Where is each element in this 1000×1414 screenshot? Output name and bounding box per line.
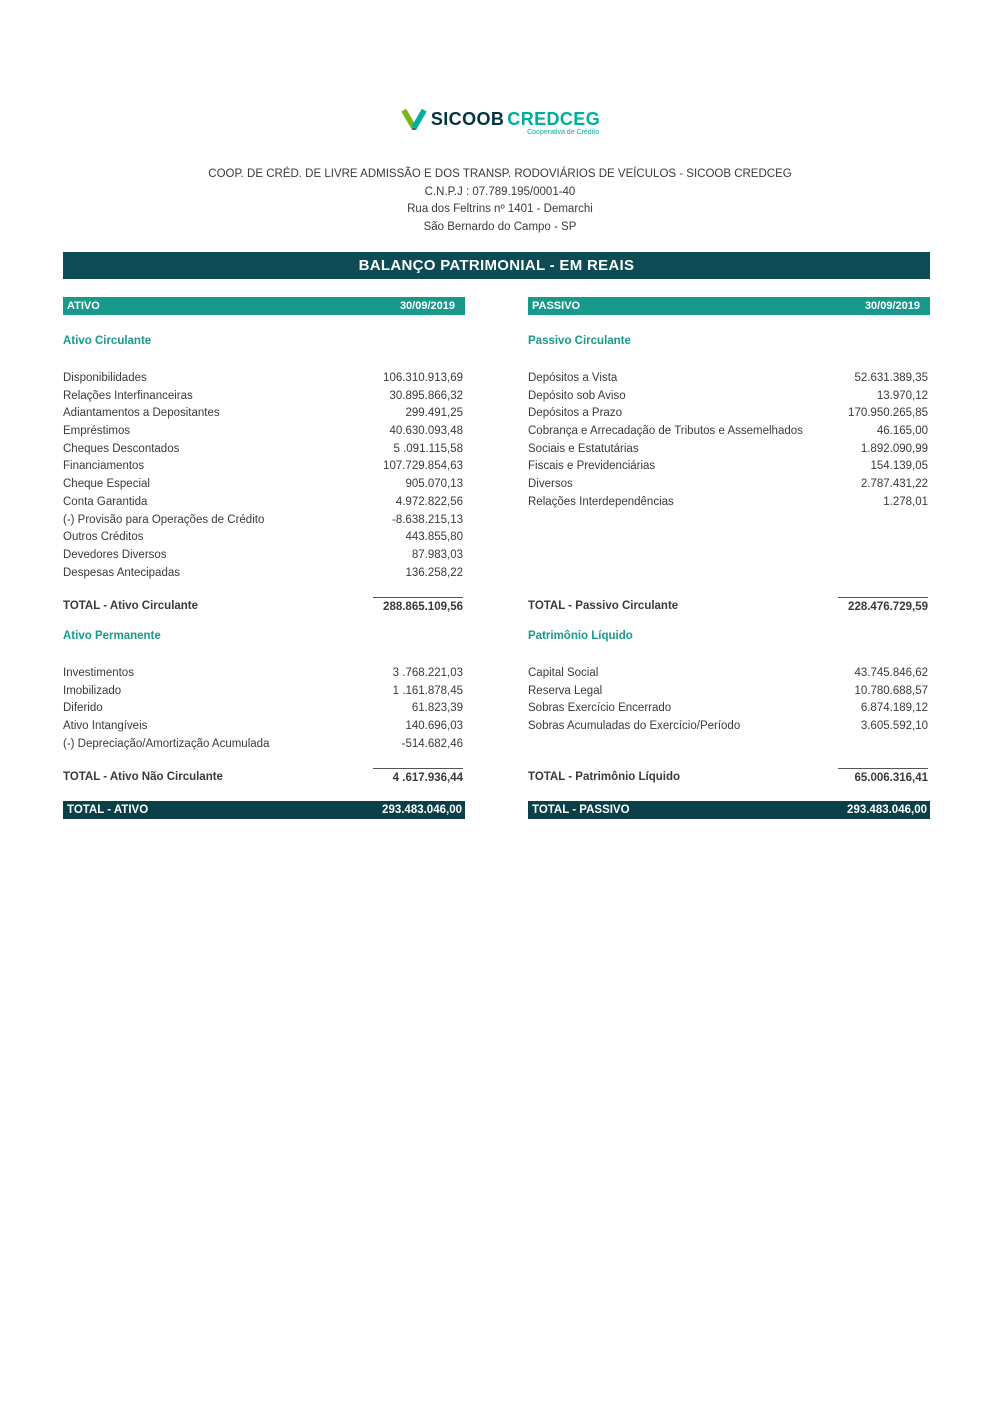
row-value: 3 .768.221,03 [392, 667, 463, 679]
total-row-ativo-nao-circulante [63, 768, 465, 784]
row-value: 3.605.592,10 [860, 720, 928, 733]
total-value: 4 .617.936,44 [373, 768, 463, 784]
row-label: Adiantamentos a Depositantes [63, 407, 220, 420]
grand-total-label: TOTAL - ATIVO [67, 804, 149, 816]
row-label: Conta Garantida [63, 495, 148, 508]
total-value: 65.006.316,41 [838, 768, 928, 784]
total-value: 288.865.109,56 [373, 597, 463, 613]
row-value: 4.972.822,56 [395, 495, 463, 508]
row-value: 5 .091.115,58 [393, 442, 463, 455]
row-label: Financiamentos [63, 460, 145, 473]
table-row [528, 441, 930, 459]
row-value: 170.950.265,85 [848, 407, 928, 420]
org-header [0, 166, 1000, 236]
brand-primary: SICOOB [430, 109, 505, 129]
passivo-circulante-rows [528, 370, 930, 583]
table-row [63, 458, 465, 476]
column-header-label: ATIVO [67, 300, 100, 312]
grand-total-ativo [63, 801, 465, 819]
table-row [63, 665, 465, 683]
section-title-patrimonio-liquido: Patrimônio Líquido [528, 630, 633, 642]
row-label: Outros Créditos [63, 531, 144, 544]
row-label: Sobras Acumuladas do Exercício/Período [528, 720, 741, 733]
row-value: 6.874.189,12 [860, 702, 928, 715]
org-name: COOP. DE CRÉD. DE LIVRE ADMISSÃO E DOS TRANSP. RODOVIÁRIOS DE VEÍCULOS - SICOOB CREDCEG [208, 168, 792, 180]
table-row [63, 736, 465, 754]
table-row [63, 388, 465, 406]
patrimonio-liquido-rows [528, 665, 930, 754]
table-row [528, 718, 930, 736]
brand-secondary: CREDCEG [507, 109, 601, 129]
grand-total-passivo [528, 801, 930, 819]
table-row [528, 423, 930, 441]
row-label: Sociais e Estatutárias [528, 442, 639, 455]
column-header-date: 30/09/2019 [399, 300, 455, 312]
row-value: 154.139,05 [870, 460, 928, 473]
total-label: TOTAL - Ativo Circulante [63, 600, 199, 612]
logo-tagline: Cooperativa de Crédito [527, 129, 600, 136]
table-row [528, 476, 930, 494]
column-header-label: PASSIVO [532, 300, 581, 312]
table-row [63, 512, 465, 530]
ativo-circulante-rows [63, 370, 465, 583]
row-value: 30.895.866,32 [389, 389, 463, 402]
table-row [528, 683, 930, 701]
row-value: 1.892.090,99 [860, 442, 928, 455]
total-label: TOTAL - Passivo Circulante [528, 600, 679, 612]
table-row [528, 458, 930, 476]
row-value: 10.780.688,57 [854, 684, 928, 697]
row-label: Capital Social [528, 667, 599, 679]
row-label: Relações Interfinanceiras [63, 389, 193, 402]
total-label: TOTAL - Patrimônio Líquido [528, 771, 681, 783]
row-label: Relações Interdependências [528, 495, 674, 508]
row-value: 443.855,80 [405, 531, 463, 544]
row-value: 13.970,12 [876, 389, 928, 402]
report-title: BALANÇO PATRIMONIAL - EM REAIS [63, 252, 930, 279]
row-value: 905.070,13 [405, 478, 463, 491]
table-row [63, 441, 465, 459]
row-label: (-) Depreciação/Amortização Acumulada [63, 737, 270, 750]
ativo-column-header [63, 297, 465, 315]
row-value: 61.823,39 [411, 702, 463, 715]
table-row [63, 700, 465, 718]
section-title-passivo-circulante: Passivo Circulante [528, 335, 631, 347]
row-label: Imobilizado [63, 684, 122, 697]
org-address: Rua dos Feltrins nº 1401 - Demarchi [407, 203, 593, 215]
row-label: Depósitos a Prazo [528, 407, 622, 420]
row-label: Devedores Diversos [63, 548, 167, 561]
section-title-ativo-circulante: Ativo Circulante [63, 335, 152, 347]
row-value: 2.787.431,22 [860, 478, 928, 491]
row-value: 107.729.854,63 [383, 460, 463, 473]
row-label: Depósito sob Aviso [528, 389, 626, 402]
row-value: -514.682,46 [401, 737, 463, 750]
row-label: Diversos [528, 478, 573, 491]
row-label: Cobrança e Arrecadação de Tributos e Assemelhados [528, 425, 803, 438]
table-row [528, 405, 930, 423]
row-label: Disponibilidades [63, 372, 147, 384]
row-value: 46.165,00 [876, 425, 928, 438]
row-label: Ativo Intangíveis [63, 720, 148, 733]
table-row [528, 388, 930, 406]
passivo-column [528, 297, 930, 819]
row-label: Cheques Descontados [63, 442, 180, 455]
table-row [63, 405, 465, 423]
row-label: Diferido [63, 702, 103, 715]
row-value: 1 .161.878,45 [392, 684, 463, 697]
org-city: São Bernardo do Campo - SP [423, 220, 577, 233]
table-row [63, 683, 465, 701]
table-row [528, 494, 930, 512]
ativo-column [63, 297, 465, 819]
total-row-ativo-circulante [63, 597, 465, 613]
column-header-date: 30/09/2019 [864, 300, 920, 312]
org-cnpj: C.N.P.J : 07.789.195/0001-40 [424, 185, 576, 198]
total-label: TOTAL - Ativo Não Circulante [63, 771, 223, 783]
row-value: 106.310.913,69 [383, 372, 463, 384]
balance-sheet-columns [63, 297, 930, 819]
table-row [63, 370, 465, 388]
table-row [63, 476, 465, 494]
row-value: 87.983,03 [411, 548, 463, 561]
table-row [63, 718, 465, 736]
table-row [528, 370, 930, 388]
row-label: Reserva Legal [528, 684, 603, 697]
row-value: 1.278,01 [883, 495, 928, 508]
table-row [63, 529, 465, 547]
section-title-ativo-permanente: Ativo Permanente [63, 630, 161, 642]
row-value: 140.696,03 [405, 720, 463, 733]
grand-total-value: 293.483.046,00 [847, 804, 927, 816]
table-row [528, 665, 930, 683]
row-label: Sobras Exercício Encerrado [528, 702, 672, 715]
total-value: 228.476.729,59 [838, 597, 928, 613]
row-label: Despesas Antecipadas [63, 566, 180, 579]
grand-total-value: 293.483.046,00 [382, 804, 462, 816]
row-value: 43.745.846,62 [854, 667, 928, 679]
table-row [63, 423, 465, 441]
total-row-passivo-circulante [528, 597, 930, 613]
table-row [528, 700, 930, 718]
ativo-permanente-rows [63, 665, 465, 754]
row-value: 52.631.389,35 [854, 372, 928, 384]
table-row [63, 565, 465, 583]
row-label: Depósitos a Vista [528, 372, 618, 384]
row-value: 40.630.093,48 [389, 425, 463, 438]
total-row-patrimonio-liquido [528, 768, 930, 784]
logo [0, 108, 1000, 137]
table-row [63, 494, 465, 512]
grand-total-label: TOTAL - PASSIVO [532, 804, 630, 816]
row-label: Cheque Especial [63, 478, 150, 491]
row-value: -8.638.215,13 [392, 513, 463, 526]
row-label: Investimentos [63, 667, 134, 679]
row-label: (-) Provisão para Operações de Crédito [63, 513, 265, 526]
sicoob-logo-icon [400, 108, 428, 131]
row-label: Empréstimos [63, 425, 131, 438]
table-row [63, 547, 465, 565]
row-value: 299.491,25 [405, 407, 463, 420]
passivo-column-header [528, 297, 930, 315]
row-value: 136.258,22 [405, 566, 463, 579]
row-label: Fiscais e Previdenciárias [528, 460, 656, 473]
